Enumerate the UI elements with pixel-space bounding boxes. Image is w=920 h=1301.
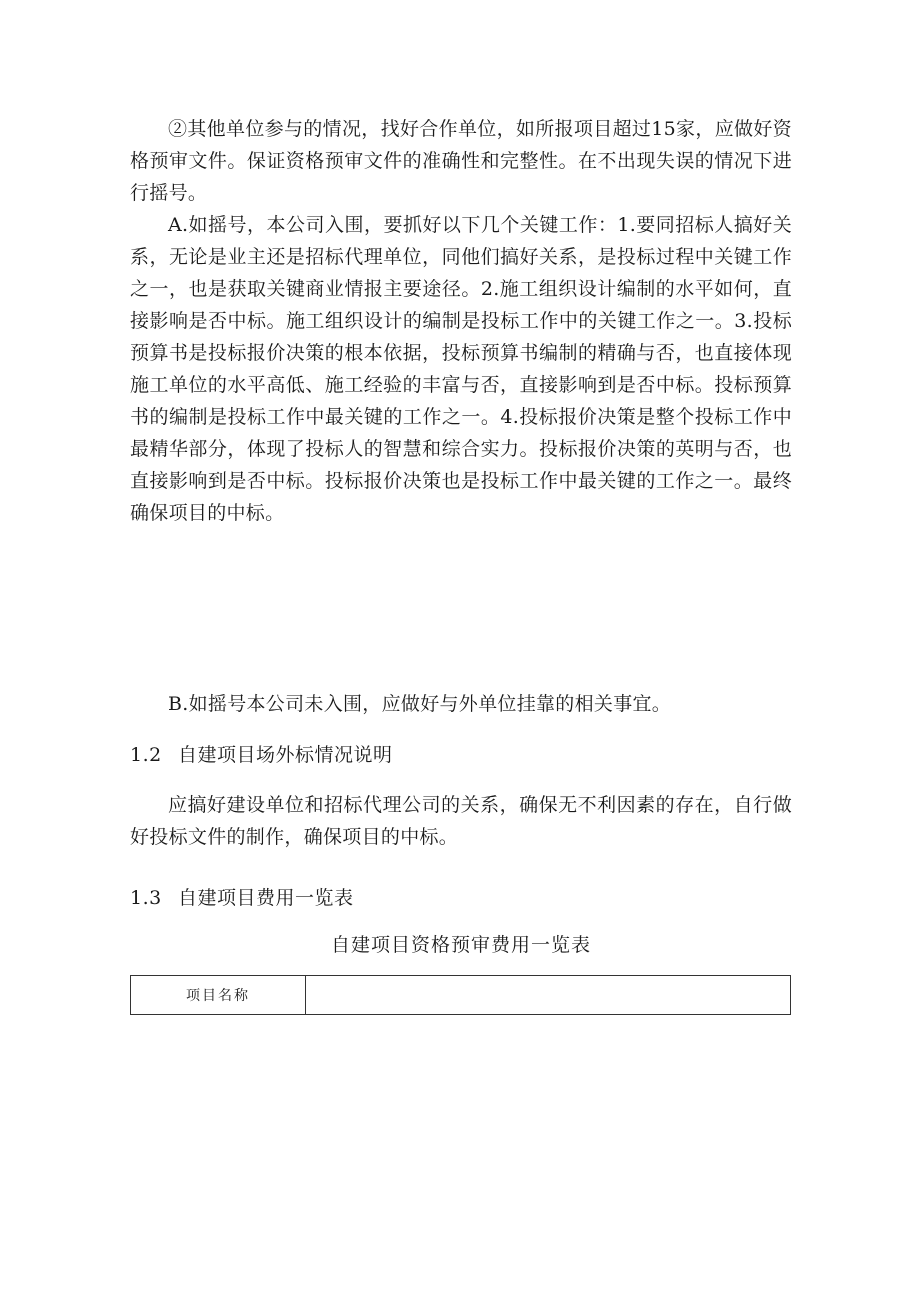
- table-title: 自建项目资格预审费用一览表: [330, 934, 591, 956]
- section-heading-1-3: [130, 882, 354, 914]
- section-title: 自建项目场外标情况说明: [178, 744, 393, 766]
- table-row: [131, 976, 791, 1015]
- paragraph-lottery-not-shortlisted: B.如摇号本公司未入围，应做好与外单位挂靠的相关事宜。: [168, 693, 672, 715]
- paragraph-lottery-shortlisted: A.如摇号，本公司入围，要抓好以下几个关键工作：1.要同招标人搞好关系，无论是业主还是招标代理单位，同他们搞好关系，是投标过程中关键工作之一，也是获取关键商业情报主要途径。2.施工组织设计编制的水平如何，直接影响是否中标。施工组织设计的编制是投标工作中的关键工作之一。3.投标预算书是投标报价决策的根本依据，投标预算书编制的精确与否，也直接体现施工单位的水平高低、施工经验的丰富与否，直接影响到是否中标。投标预算书的编制是投标工作中最关键的工作之一。4.投标报价决策是整个投标工作中最精华部分，体现了投标人的智慧和综合实力。投标报价决策的英明与否，也直接影响到是否中标。投标报价决策也是投标工作中最关键的工作之一。最终确保项目的中标。: [130, 214, 792, 524]
- table-cell-value: [306, 976, 791, 1015]
- prequalification-fee-table: [130, 975, 791, 1015]
- paragraph-other-units: ②其他单位参与的情况，找好合作单位，如所报项目超过15家，应做好资格预审文件。保证资格预审文件的准确性和完整性。在不出现失误的情况下进行摇号。: [130, 118, 792, 204]
- section-title: 自建项目费用一览表: [178, 887, 354, 909]
- section-heading-1-2: [130, 739, 393, 771]
- section-number: 1.3: [130, 887, 162, 909]
- section-number: 1.2: [130, 744, 162, 766]
- table-cell-label: 项目名称: [131, 976, 306, 1015]
- paragraph-self-built-bidding: 应搞好建设单位和招标代理公司的关系，确保无不利因素的存在，自行做好投标文件的制作，确保项目的中标。: [130, 794, 792, 848]
